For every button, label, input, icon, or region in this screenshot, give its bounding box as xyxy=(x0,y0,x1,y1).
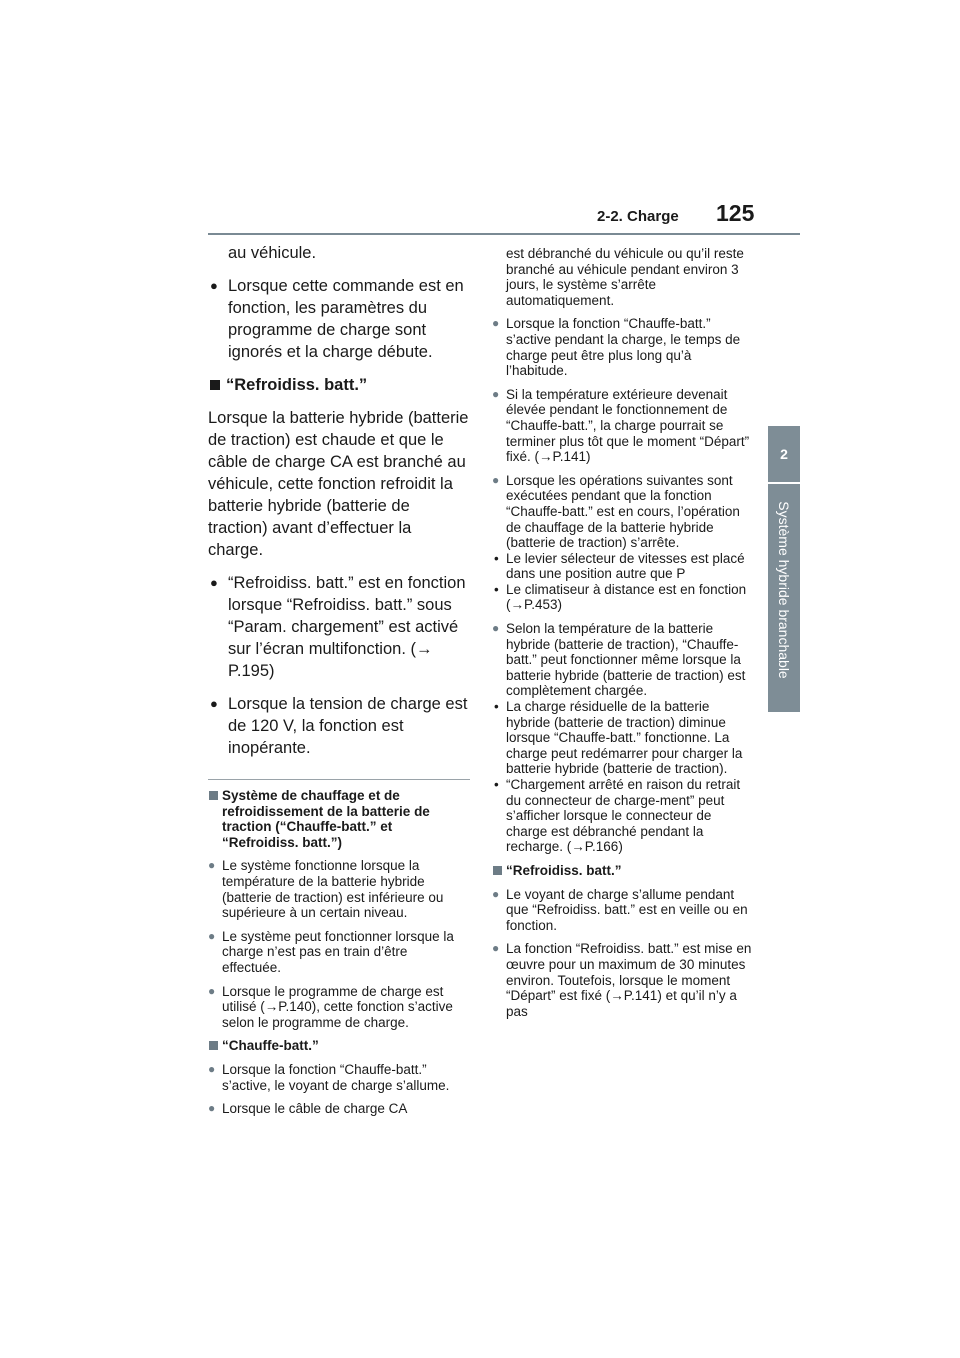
bullet-item: ● “Refroidiss. batt.” est en fonction lorsque “Refroidiss. batt.” sous “Param. chargement” est activé sur l’écran multifonction. (→P.195) xyxy=(208,572,470,682)
chapter-number: 2 xyxy=(780,446,788,462)
sub-item: • Le levier sélecteur de vitesses est placé dans une position autre que P xyxy=(492,551,754,582)
header-rule xyxy=(208,233,800,235)
note-heading: “Chauffe-batt.” xyxy=(208,1038,470,1054)
paragraph: est débranché du véhicule ou qu’il reste branché au véhicule pendant environ 3 jours, le système s’arrête automatiquement. xyxy=(506,246,744,308)
sub-item: • La charge résiduelle de la batterie hybride (batterie de traction) diminue lorsque “Chauffe-batt.” fonctionne. La charge peut redémarrer pour charger la batterie hybride (batterie de traction). xyxy=(492,699,754,777)
note-item: ● Si la température extérieure devenait élevée pendant le fonctionnement de “Chauffe-batt.”, la charge pourrait se terminer plus tôt que le moment “Départ” fixé. (→P.141) xyxy=(492,387,754,465)
page-number: 125 xyxy=(716,200,755,226)
chapter-tab xyxy=(768,426,800,482)
subheading: “Refroidiss. batt.” xyxy=(208,374,470,396)
note-item: ● Lorsque le câble de charge CA xyxy=(208,1101,470,1117)
arrow-icon: → xyxy=(416,640,433,658)
bullet-item: ● Lorsque la tension de charge est de 120 V, la fonction est inopérante. xyxy=(208,693,470,759)
arrow-icon: → xyxy=(571,839,585,855)
note-heading: Système de chauffage et de refroidissement de la batterie de traction (“Chauffe-batt.” et “Refroidiss. batt.”) xyxy=(208,788,470,850)
bullet-item: ● Lorsque cette commande est en fonction, les paramètres du programme de charge sont ignorés et la charge débute. xyxy=(208,275,470,363)
chapter-title: Système hybride branchable xyxy=(776,501,792,679)
sub-item: • Le climatiseur à distance est en fonction (→P.453) xyxy=(492,582,754,613)
note-item: ● Lorsque le programme de charge est utilisé (→P.140), cette fonction s’active selon le programme de charge. xyxy=(208,984,470,1031)
sub-item: • “Chargement arrêté en raison du retrait du connecteur de charge-ment” peut s’afficher lorsque le connecteur de charge est débranché pendant la recharge. (→P.166) xyxy=(492,777,754,855)
note-item: ● Lorsque les opérations suivantes sont exécutées pendant que la fonction “Chauffe-batt.” est en cours, l’opération de chauffage de la batterie hybride (batterie de traction) s’arrête. xyxy=(492,473,754,551)
paragraph: Lorsque la batterie hybride (batterie de traction) est chaude et que le câble de charge CA est branché au véhicule, cette fonction refroidit la batterie hybride (batterie de traction) avant d’effectuer la charge. xyxy=(208,409,469,559)
arrow-icon: → xyxy=(610,988,624,1004)
section-divider xyxy=(208,779,470,780)
paragraph: au véhicule. xyxy=(228,244,317,262)
note-item: ● Lorsque la fonction “Chauffe-batt.” s’active pendant la charge, le temps de charge peut être plus long qu’à l’habitude. xyxy=(492,316,754,378)
section-title: 2-2. Charge xyxy=(597,208,679,225)
arrow-icon: → xyxy=(510,597,524,613)
note-item: ● Selon la température de la batterie hybride (batterie de traction), “Chauffe-batt.” peut fonctionner même lorsque la batterie hybride (batterie de traction) est complètement chargée. xyxy=(492,621,754,699)
note-heading: “Refroidiss. batt.” xyxy=(492,863,754,879)
note-item: ● Lorsque la fonction “Chauffe-batt.” s’active, le voyant de charge s’allume. xyxy=(208,1062,470,1093)
note-item: ● Le voyant de charge s’allume pendant que “Refroidiss. batt.” est en veille ou en fonction. xyxy=(492,887,754,934)
arrow-icon: → xyxy=(264,999,279,1015)
note-item: ● Le système peut fonctionner lorsque la charge n’est pas en train d’être effectuée. xyxy=(208,929,470,976)
right-column xyxy=(492,246,754,1019)
arrow-icon: → xyxy=(539,449,553,465)
note-item: ● La fonction “Refroidiss. batt.” est mise en œuvre pour un maximum de 30 minutes environ. Toutefois, lorsque le moment “Départ” est fixé (→P.141) et qu’il n’y a pas xyxy=(492,941,754,1019)
left-column xyxy=(208,242,470,1117)
note-item: ● Le système fonctionne lorsque la température de la batterie hybride (batterie de traction) est inférieure ou supérieure à un certain niveau. xyxy=(208,858,470,920)
